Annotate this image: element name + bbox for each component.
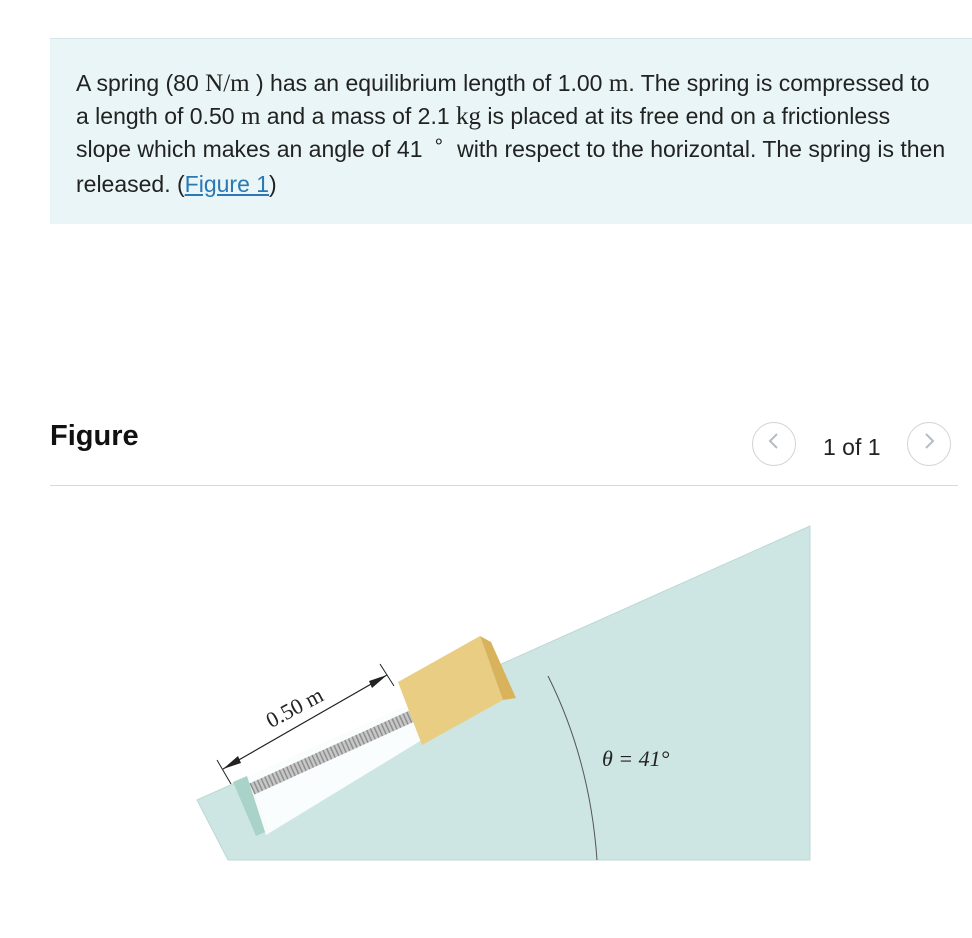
unit-meter: m: [240, 103, 261, 130]
problem-text-part: ) has an equilibrium length of 1.00: [249, 70, 609, 96]
page-indicator: 1 of 1: [823, 434, 881, 460]
degree-symbol: ∘: [432, 132, 445, 153]
angle-label: θ = 41°: [602, 746, 670, 771]
problem-text-part: and a mass of 2.1: [260, 103, 457, 129]
length-label: 0.50 m: [261, 681, 328, 733]
unit-newton-per-meter: N/m: [205, 70, 250, 97]
problem-text-part: A spring (80: [76, 70, 206, 96]
problem-text-part: ): [269, 171, 277, 197]
unit-kilogram: kg: [456, 103, 482, 130]
figure-heading: Figure: [50, 420, 139, 452]
problem-text-part: with respect to the horizontal. The spring is then released. (: [76, 136, 946, 197]
problem-text-part: . The spring is compressed to a length of 0.50: [76, 70, 930, 129]
unit-meter: m: [608, 70, 629, 97]
problem-text-part: is placed at its free end on a frictionless slope which makes an angle of 41: [76, 103, 891, 162]
figure-1-link[interactable]: Figure 1: [184, 171, 270, 197]
